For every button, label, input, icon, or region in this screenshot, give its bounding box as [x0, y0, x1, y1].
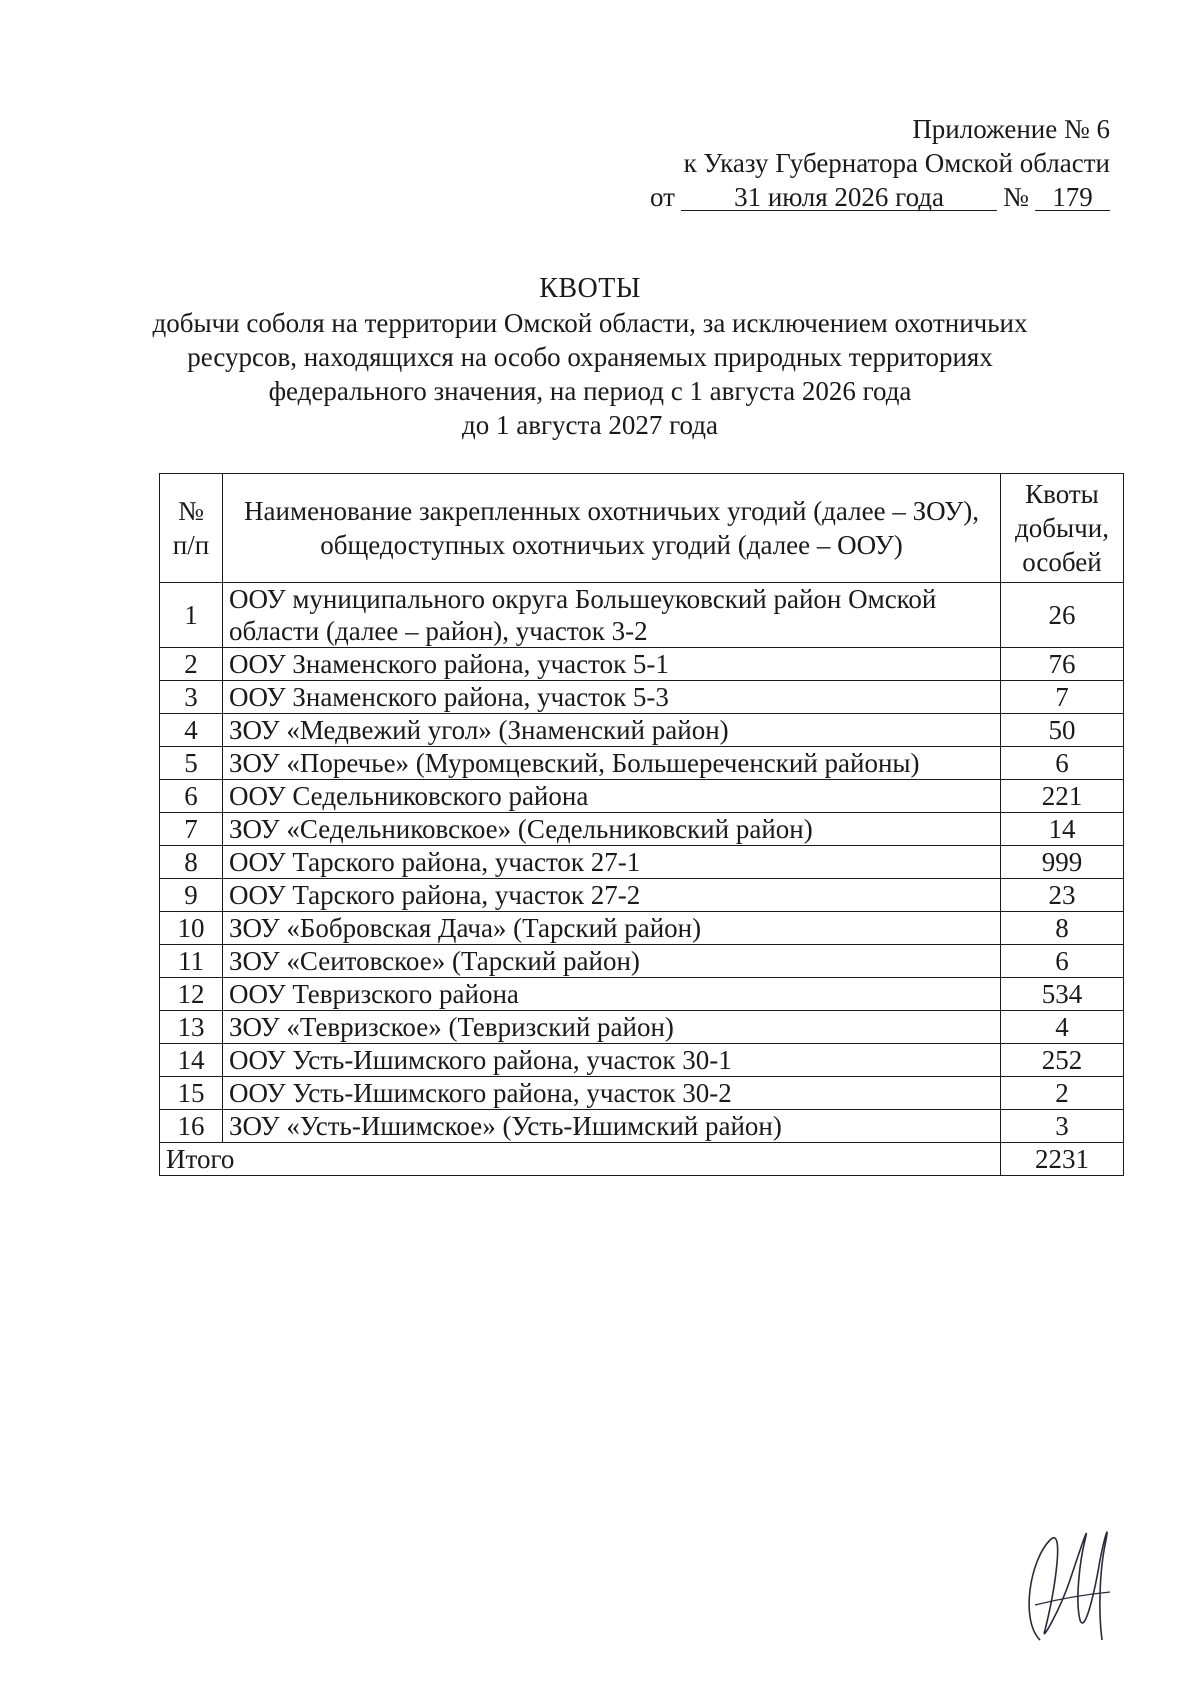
title-main: КВОТЫ: [539, 273, 641, 304]
table-row: [160, 747, 1124, 780]
table-row: [160, 780, 1124, 813]
decree-reference: к Указу Губернатора Омской области: [683, 148, 1110, 178]
row-name: ЗОУ «Усть-Ишимское» (Усть-Ишимский район): [223, 1110, 1001, 1143]
from-label: от: [650, 182, 675, 212]
row-name: ООУ Усть-Ишимского района, участок 30-2: [223, 1077, 1001, 1110]
row-num: 1: [160, 583, 223, 648]
table-row: [160, 1011, 1124, 1044]
column-header-quota: Квоты добычи, особей: [1001, 474, 1124, 583]
total-quota: 2231: [1001, 1143, 1124, 1176]
row-quota: 50: [1001, 714, 1124, 747]
row-name: ЗОУ «Седельниковское» (Седельниковский район): [223, 813, 1001, 846]
row-num: 11: [160, 945, 223, 978]
document-title: [140, 272, 1040, 442]
row-quota: 252: [1001, 1044, 1124, 1077]
row-name: ЗОУ «Тевризское» (Тевризский район): [223, 1011, 1001, 1044]
column-header-name: Наименование закрепленных охотничьих угодий (далее – ЗОУ), общедоступных охотничьих угодий (далее – ООУ): [223, 474, 1001, 583]
table-row: [160, 912, 1124, 945]
row-num: 7: [160, 813, 223, 846]
row-num: 6: [160, 780, 223, 813]
row-name: ООУ Усть-Ишимского района, участок 30-1: [223, 1044, 1001, 1077]
row-name: ООУ Знаменского района, участок 5-1: [223, 648, 1001, 681]
table-row: [160, 978, 1124, 1011]
decree-number: 179: [1035, 184, 1110, 211]
row-name: ЗОУ «Бобровская Дача» (Тарский район): [223, 912, 1001, 945]
row-num: 12: [160, 978, 223, 1011]
row-quota: 7: [1001, 681, 1124, 714]
row-name: ООУ Тарского района, участок 27-2: [223, 879, 1001, 912]
row-quota: 23: [1001, 879, 1124, 912]
row-quota: 76: [1001, 648, 1124, 681]
row-quota: 8: [1001, 912, 1124, 945]
row-quota: 2: [1001, 1077, 1124, 1110]
row-name: ЗОУ «Сеитовское» (Тарский район): [223, 945, 1001, 978]
row-quota: 3: [1001, 1110, 1124, 1143]
decree-date: 31 июля 2026 года: [681, 184, 997, 211]
title-line: ресурсов, находящихся на особо охраняемых природных территориях: [187, 342, 993, 372]
row-num: 9: [160, 879, 223, 912]
table-row: [160, 813, 1124, 846]
row-num: 8: [160, 846, 223, 879]
row-name: ООУ Седельниковского района: [223, 780, 1001, 813]
row-quota: 26: [1001, 583, 1124, 648]
column-header-num: № п/п: [160, 474, 223, 583]
table-row: [160, 879, 1124, 912]
row-num: 5: [160, 747, 223, 780]
table-row: [160, 714, 1124, 747]
number-label: №: [1003, 182, 1029, 212]
row-num: 10: [160, 912, 223, 945]
table-row: [160, 583, 1124, 648]
table-row: [160, 846, 1124, 879]
quota-table: [159, 473, 1124, 1176]
row-num: 15: [160, 1077, 223, 1110]
appendix-label: Приложение № 6: [912, 114, 1110, 144]
row-num: 16: [160, 1110, 223, 1143]
row-quota: 4: [1001, 1011, 1124, 1044]
row-quota: 14: [1001, 813, 1124, 846]
row-num: 4: [160, 714, 223, 747]
row-name: ЗОУ «Медвежий угол» (Знаменский район): [223, 714, 1001, 747]
row-name: ООУ Тарского района, участок 27-1: [223, 846, 1001, 879]
row-name: ООУ муниципального округа Большеуковский район Омской области (далее – район), участок 3-2: [223, 583, 1001, 648]
document-header: [650, 112, 1110, 214]
table-row: [160, 945, 1124, 978]
row-quota: 534: [1001, 978, 1124, 1011]
row-num: 2: [160, 648, 223, 681]
table-row: [160, 1077, 1124, 1110]
handwritten-signature-icon: [1010, 1500, 1120, 1650]
row-num: 14: [160, 1044, 223, 1077]
row-name: ООУ Тевризского района: [223, 978, 1001, 1011]
table-row: [160, 681, 1124, 714]
table-row: [160, 1110, 1124, 1143]
table-row: [160, 648, 1124, 681]
title-line: до 1 августа 2027 года: [462, 410, 718, 440]
row-num: 13: [160, 1011, 223, 1044]
title-line: федерального значения, на период с 1 августа 2026 года: [268, 376, 912, 406]
row-name: ЗОУ «Поречье» (Муромцевский, Большереченский районы): [223, 747, 1001, 780]
row-num: 3: [160, 681, 223, 714]
row-quota: 221: [1001, 780, 1124, 813]
row-name: ООУ Знаменского района, участок 5-3: [223, 681, 1001, 714]
row-quota: 6: [1001, 945, 1124, 978]
title-line: добычи соболя на территории Омской области, за исключением охотничьих: [152, 308, 1028, 338]
total-label: Итого: [160, 1143, 1001, 1176]
row-quota: 999: [1001, 846, 1124, 879]
total-row: [160, 1143, 1124, 1176]
table-row: [160, 1044, 1124, 1077]
row-quota: 6: [1001, 747, 1124, 780]
decree-date-number: [650, 180, 1110, 214]
table-header-row: [160, 474, 1124, 583]
